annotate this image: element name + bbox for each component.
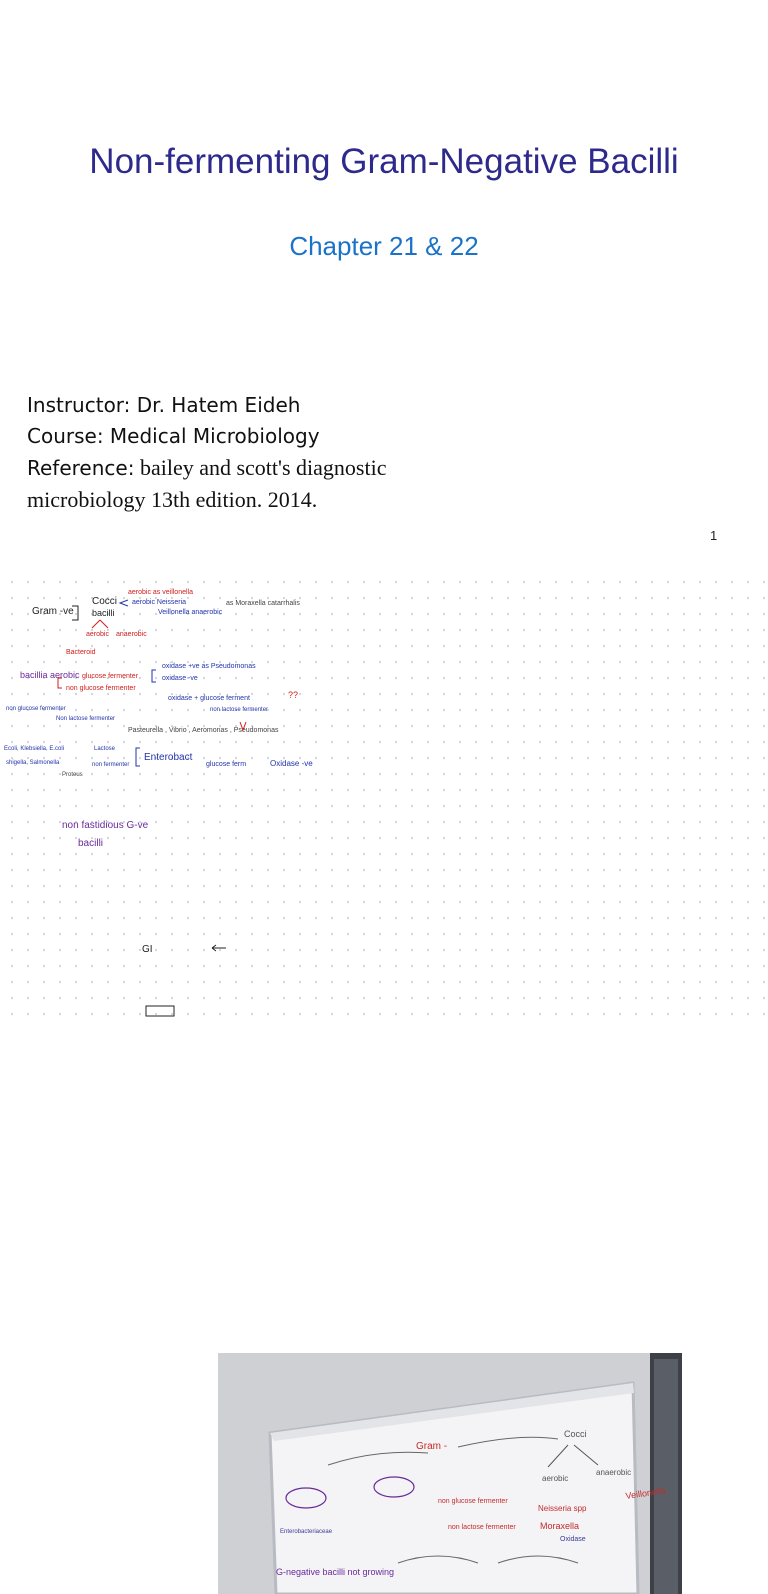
note-non-lactose: non lactose fermenter	[210, 707, 269, 713]
whiteboard-photo	[218, 1353, 682, 1594]
branch-bacilli	[92, 620, 108, 628]
board-moraxella: Moraxella	[540, 1521, 580, 1531]
note-oxidase-neg: oxidase -ve	[162, 675, 198, 682]
note-bacilli: bacilli	[92, 608, 115, 618]
board-neisseria: Neisseria spp	[538, 1504, 587, 1513]
boxed-note	[146, 1006, 174, 1016]
note-oxidase-pos: oxidase +ve as Pseudomonas	[162, 663, 256, 670]
board-g-neg-bacilli: G-negative bacilli not growing	[276, 1567, 395, 1577]
note-left-2: Non lactose fermenter	[56, 716, 116, 722]
board-veillonella: Veillonella	[624, 1485, 667, 1501]
note-aerobic-cocci-2: aerobic Neisseria	[132, 599, 187, 606]
slide-page	[0, 0, 768, 560]
note-glucose-fermenter: glucose fermenter	[82, 673, 139, 680]
reference-line	[27, 452, 386, 484]
whiteboard-drawing	[218, 1353, 682, 1594]
note-non-fastidious-1: non fastidious G-ve	[62, 820, 149, 831]
note-proteus: Proteus	[62, 772, 83, 778]
note-oxidase-glucose: oxidase + glucose ferment	[168, 695, 250, 702]
course-line: Course: Medical Microbiology	[27, 424, 320, 448]
note-moraxella: as Moraxella catarrhalis	[226, 600, 300, 607]
note-non-glucose-fermenter: non glucose fermenter	[66, 685, 136, 692]
note-left-1: non glucose fermenter	[6, 706, 66, 712]
slide-title: Non-fermenting Gram-Negative Bacilli	[89, 142, 679, 181]
board-gram: Gram -	[416, 1441, 448, 1452]
note-shigella: shigella, Salmonella	[6, 760, 60, 766]
note-cocci: Cocci	[92, 596, 118, 607]
note-genus-list: Pasteurella , Vibrio , Aeromonas , Pseudomonas	[128, 727, 279, 734]
board-anaerobic: anaerobic	[596, 1468, 632, 1477]
reference-line-2: microbiology 13th edition. 2014.	[27, 487, 318, 512]
note-bacteroid: Bacteroid	[66, 649, 96, 656]
note-aerobic-b: aerobic	[86, 631, 109, 638]
note-lactose: Lactose	[94, 746, 116, 752]
note-gi: GI	[142, 944, 153, 955]
board-aerobic: aerobic	[542, 1474, 569, 1483]
note-oxidase-neg-2: Oxidase -ve	[270, 759, 313, 768]
slide-subtitle: Chapter 21 & 22	[289, 231, 479, 261]
note-non-fastidious-2: bacilli	[78, 838, 104, 849]
page-number: 1	[710, 528, 718, 543]
board-enterobac: Enterobacteriaceae	[280, 1529, 333, 1535]
note-glucose-ferm: glucose ferm	[206, 761, 247, 768]
reference-label: Reference:	[27, 456, 135, 480]
note-aerobic-cocci-1: aerobic as veillonella	[128, 589, 193, 596]
arrow-gi	[212, 945, 226, 951]
course-info	[27, 390, 386, 515]
reference-text: bailey and scott's diagnostic	[134, 455, 387, 480]
board-oxidase: Oxidase	[560, 1536, 586, 1543]
board-nonlactose: non lactose fermenter	[448, 1524, 516, 1531]
photo-door-panel	[654, 1359, 678, 1594]
notes-drawing	[0, 570, 768, 1024]
note-enteric-list: Ecoli, Klebsiella, E.coli	[4, 746, 65, 752]
instructor-line: Instructor: Dr. Hatem Eideh	[27, 393, 301, 417]
arrow-cocci	[120, 600, 128, 606]
bracket-enterobact	[136, 748, 140, 766]
note-question: ??	[288, 690, 299, 700]
note-gram-neg: Gram -ve	[32, 606, 74, 617]
note-enterobact: Enterobact	[144, 752, 193, 763]
board-nonglucose: non glucose fermenter	[438, 1498, 508, 1505]
note-anaerobic-b: anaerobic	[116, 631, 147, 638]
bracket-oxidase	[152, 670, 156, 682]
board-cocci: Cocci	[564, 1429, 587, 1439]
handwritten-notes	[0, 570, 768, 1577]
note-non-ferm: non fermenter	[92, 762, 130, 768]
note-bacilli-aerobic: bacillia aerobic	[20, 670, 80, 680]
note-anaerobic: Veillonella anaerobic	[158, 609, 223, 616]
